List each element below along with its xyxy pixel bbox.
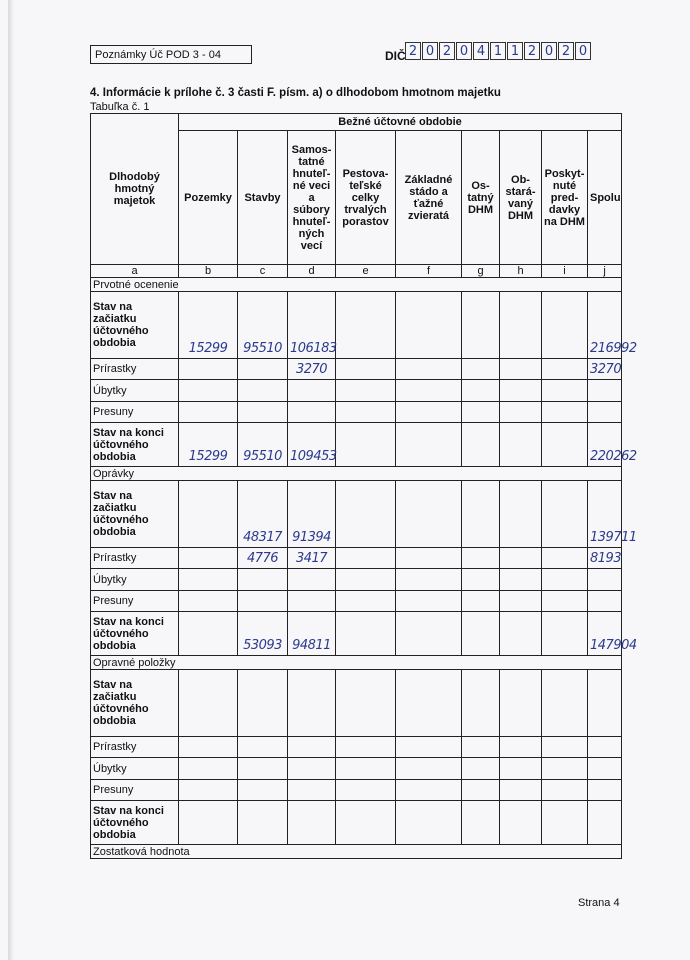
value-cell: [288, 801, 336, 845]
value-cell: [179, 481, 238, 548]
table-row: [91, 737, 622, 758]
value-cell: 15299: [179, 292, 238, 359]
value-cell: [462, 801, 500, 845]
value-cell: [462, 380, 500, 402]
row-label: Prírastky: [91, 737, 179, 758]
page-number: Strana 4: [578, 897, 620, 909]
value-cell: 53093: [238, 612, 288, 656]
column-letter: i: [542, 265, 588, 278]
value-cell: [336, 591, 396, 612]
value-cell: [542, 423, 588, 467]
value-cell: [500, 780, 542, 801]
value-cell: [336, 670, 396, 737]
value-cell: [179, 612, 238, 656]
value-cell: [396, 548, 462, 569]
value-cell: [396, 481, 462, 548]
value-cell: [238, 780, 288, 801]
value-cell: 95510: [238, 423, 288, 467]
header-col-d: Samos-tatné hnuteľ-né veci a súbory hnuteľ-ných vecí: [288, 131, 336, 265]
value-cell: [588, 569, 622, 591]
value-cell: [588, 801, 622, 845]
value-cell: [542, 380, 588, 402]
row-label: Presuny: [91, 591, 179, 612]
value-cell: [336, 402, 396, 423]
value-cell: [179, 758, 238, 780]
value-cell: [238, 569, 288, 591]
residual-label: Zostatková hodnota: [91, 845, 622, 859]
value-cell: [500, 292, 542, 359]
value-cell: [542, 670, 588, 737]
row-label: Prírastky: [91, 359, 179, 380]
value-cell: [179, 548, 238, 569]
value-cell: [542, 612, 588, 656]
column-letter: f: [396, 265, 462, 278]
value-cell: [462, 737, 500, 758]
value-cell: [542, 801, 588, 845]
value-cell: [462, 612, 500, 656]
value-cell: [336, 780, 396, 801]
value-cell: [336, 758, 396, 780]
value-cell: [288, 670, 336, 737]
value-cell: [500, 569, 542, 591]
value-cell: 48317: [238, 481, 288, 548]
value-cell: [396, 737, 462, 758]
value-cell: [462, 548, 500, 569]
value-cell: [588, 737, 622, 758]
header-row: [91, 114, 622, 131]
row-label: Stav na začiatku účtovného obdobia: [91, 670, 179, 737]
value-cell: [238, 737, 288, 758]
value-cell: [396, 402, 462, 423]
value-cell: [500, 612, 542, 656]
row-label: Presuny: [91, 780, 179, 801]
row-label: Stav na konci účtovného obdobia: [91, 423, 179, 467]
row-label: Stav na začiatku účtovného obdobia: [91, 481, 179, 548]
dic-digit: 1: [507, 42, 523, 60]
value-cell: [500, 670, 542, 737]
value-cell: [542, 780, 588, 801]
table-row: [91, 670, 622, 737]
value-cell: 8193: [588, 548, 622, 569]
value-cell: [500, 402, 542, 423]
value-cell: [542, 402, 588, 423]
table-row: [91, 569, 622, 591]
table-row: [91, 423, 622, 467]
value-cell: [238, 359, 288, 380]
header-col-j: Spolu: [588, 131, 622, 265]
value-cell: [396, 780, 462, 801]
table-row: [91, 758, 622, 780]
value-cell: 94811: [288, 612, 336, 656]
value-cell: [179, 737, 238, 758]
asset-table: [90, 113, 637, 859]
value-cell: [396, 670, 462, 737]
dic-digit: 1: [490, 42, 506, 60]
column-letter-row: [91, 265, 622, 278]
value-cell: [396, 591, 462, 612]
value-cell: [238, 591, 288, 612]
header-col-f: Základné stádo a ťažné zvieratá: [396, 131, 462, 265]
table-row: [91, 380, 622, 402]
value-cell: [396, 801, 462, 845]
value-cell: [500, 758, 542, 780]
header-col-c: Stavby: [238, 131, 288, 265]
table-row: [91, 780, 622, 801]
value-cell: [462, 402, 500, 423]
value-cell: [542, 591, 588, 612]
value-cell: 109453: [288, 423, 336, 467]
value-cell: [500, 801, 542, 845]
value-cell: [500, 737, 542, 758]
value-cell: [462, 359, 500, 380]
section-title: Prvotné ocenenie: [91, 278, 622, 292]
value-cell: [238, 670, 288, 737]
table-row: [91, 481, 622, 548]
value-cell: [336, 801, 396, 845]
value-cell: [238, 801, 288, 845]
value-cell: [179, 670, 238, 737]
row-label: Stav na konci účtovného obdobia: [91, 612, 179, 656]
value-cell: [336, 569, 396, 591]
document-label: Poznámky Úč POD 3 - 04: [90, 45, 252, 64]
value-cell: [462, 481, 500, 548]
column-letter: e: [336, 265, 396, 278]
value-cell: [500, 359, 542, 380]
value-cell: [542, 569, 588, 591]
value-cell: [588, 670, 622, 737]
dic-digit: 0: [456, 42, 472, 60]
value-cell: [288, 402, 336, 423]
table-row: [91, 612, 622, 656]
value-cell: 139711: [588, 481, 622, 548]
value-cell: 91394: [288, 481, 336, 548]
dic-digit: 2: [439, 42, 455, 60]
value-cell: [396, 758, 462, 780]
value-cell: [396, 359, 462, 380]
dic-digit-boxes: [405, 42, 592, 60]
value-cell: [179, 591, 238, 612]
header-col-b: Pozemky: [179, 131, 238, 265]
dic-digit: 4: [473, 42, 489, 60]
section-title: Oprávky: [91, 467, 622, 481]
value-cell: [179, 569, 238, 591]
value-cell: [462, 423, 500, 467]
value-cell: [336, 612, 396, 656]
value-cell: 15299: [179, 423, 238, 467]
value-cell: [336, 380, 396, 402]
dic-label: DIČ: [385, 49, 406, 63]
value-cell: [288, 591, 336, 612]
value-cell: [179, 359, 238, 380]
dic-digit: 2: [524, 42, 540, 60]
section-header-row: [91, 467, 622, 481]
section-title: Opravné položky: [91, 656, 622, 670]
dic-digit: 0: [541, 42, 557, 60]
column-letter: a: [91, 265, 179, 278]
value-cell: [542, 359, 588, 380]
value-cell: 220262: [588, 423, 622, 467]
residual-row: [91, 845, 622, 859]
value-cell: [588, 758, 622, 780]
value-cell: [588, 380, 622, 402]
value-cell: [500, 548, 542, 569]
column-letter: c: [238, 265, 288, 278]
value-cell: [462, 569, 500, 591]
column-letter: j: [588, 265, 622, 278]
table-row: [91, 801, 622, 845]
table-row: [91, 548, 622, 569]
row-label: Úbytky: [91, 380, 179, 402]
value-cell: [542, 292, 588, 359]
row-label: Úbytky: [91, 569, 179, 591]
section-title: 4. Informácie k prílohe č. 3 časti F. písm. a) o dlhodobom hmotnom majetku: [90, 87, 501, 99]
value-cell: 4776: [238, 548, 288, 569]
value-cell: 3270: [288, 359, 336, 380]
row-label: Stav na začiatku účtovného obdobia: [91, 292, 179, 359]
value-cell: [462, 670, 500, 737]
value-cell: [542, 481, 588, 548]
value-cell: [396, 380, 462, 402]
value-cell: [288, 780, 336, 801]
section-header-row: [91, 656, 622, 670]
value-cell: 3417: [288, 548, 336, 569]
value-cell: [500, 481, 542, 548]
value-cell: [336, 359, 396, 380]
value-cell: 95510: [238, 292, 288, 359]
header-col-i: Poskyt-nuté pred-davky na DHM: [542, 131, 588, 265]
dic-digit: 0: [422, 42, 438, 60]
value-cell: [588, 402, 622, 423]
header-asset-type: Dlhodobý hmotný majetok: [91, 114, 179, 265]
header-col-g: Os-tatný DHM: [462, 131, 500, 265]
section-header-row: [91, 278, 622, 292]
value-cell: [500, 380, 542, 402]
table-row: [91, 292, 622, 359]
value-cell: [336, 548, 396, 569]
header-col-h: Ob-stará-vaný DHM: [500, 131, 542, 265]
column-letter: b: [179, 265, 238, 278]
value-cell: [336, 292, 396, 359]
value-cell: [542, 548, 588, 569]
value-cell: [288, 380, 336, 402]
value-cell: [500, 591, 542, 612]
value-cell: [462, 758, 500, 780]
value-cell: [179, 801, 238, 845]
table-label: Tabuľka č. 1: [90, 101, 150, 113]
value-cell: [462, 780, 500, 801]
value-cell: [396, 569, 462, 591]
value-cell: 216992: [588, 292, 622, 359]
value-cell: [542, 737, 588, 758]
column-letter: d: [288, 265, 336, 278]
value-cell: 3270: [588, 359, 622, 380]
value-cell: [396, 292, 462, 359]
value-cell: [588, 591, 622, 612]
value-cell: [179, 380, 238, 402]
value-cell: [238, 402, 288, 423]
value-cell: 147904: [588, 612, 622, 656]
table-row: [91, 359, 622, 380]
value-cell: [462, 591, 500, 612]
header-current-period: Bežné účtovné obdobie: [179, 114, 622, 131]
value-cell: [336, 481, 396, 548]
row-label: Úbytky: [91, 758, 179, 780]
value-cell: [542, 758, 588, 780]
dic-digit: 2: [405, 42, 421, 60]
header-col-e: Pestova-teľské celky trvalých porastov: [336, 131, 396, 265]
value-cell: [238, 380, 288, 402]
column-letter: h: [500, 265, 542, 278]
value-cell: [336, 423, 396, 467]
page-edge-shadow: [8, 0, 14, 960]
value-cell: [462, 292, 500, 359]
value-cell: [238, 758, 288, 780]
table-row: [91, 402, 622, 423]
value-cell: [179, 780, 238, 801]
value-cell: [500, 423, 542, 467]
value-cell: [396, 612, 462, 656]
value-cell: [288, 569, 336, 591]
table-row: [91, 591, 622, 612]
row-label: Stav na konci účtovného obdobia: [91, 801, 179, 845]
value-cell: [588, 780, 622, 801]
value-cell: [288, 758, 336, 780]
dic-digit: 0: [575, 42, 591, 60]
value-cell: [396, 423, 462, 467]
value-cell: [288, 737, 336, 758]
value-cell: 106183: [288, 292, 336, 359]
dic-digit: 2: [558, 42, 574, 60]
column-letter: g: [462, 265, 500, 278]
row-label: Prírastky: [91, 548, 179, 569]
row-label: Presuny: [91, 402, 179, 423]
value-cell: [336, 737, 396, 758]
value-cell: [179, 402, 238, 423]
